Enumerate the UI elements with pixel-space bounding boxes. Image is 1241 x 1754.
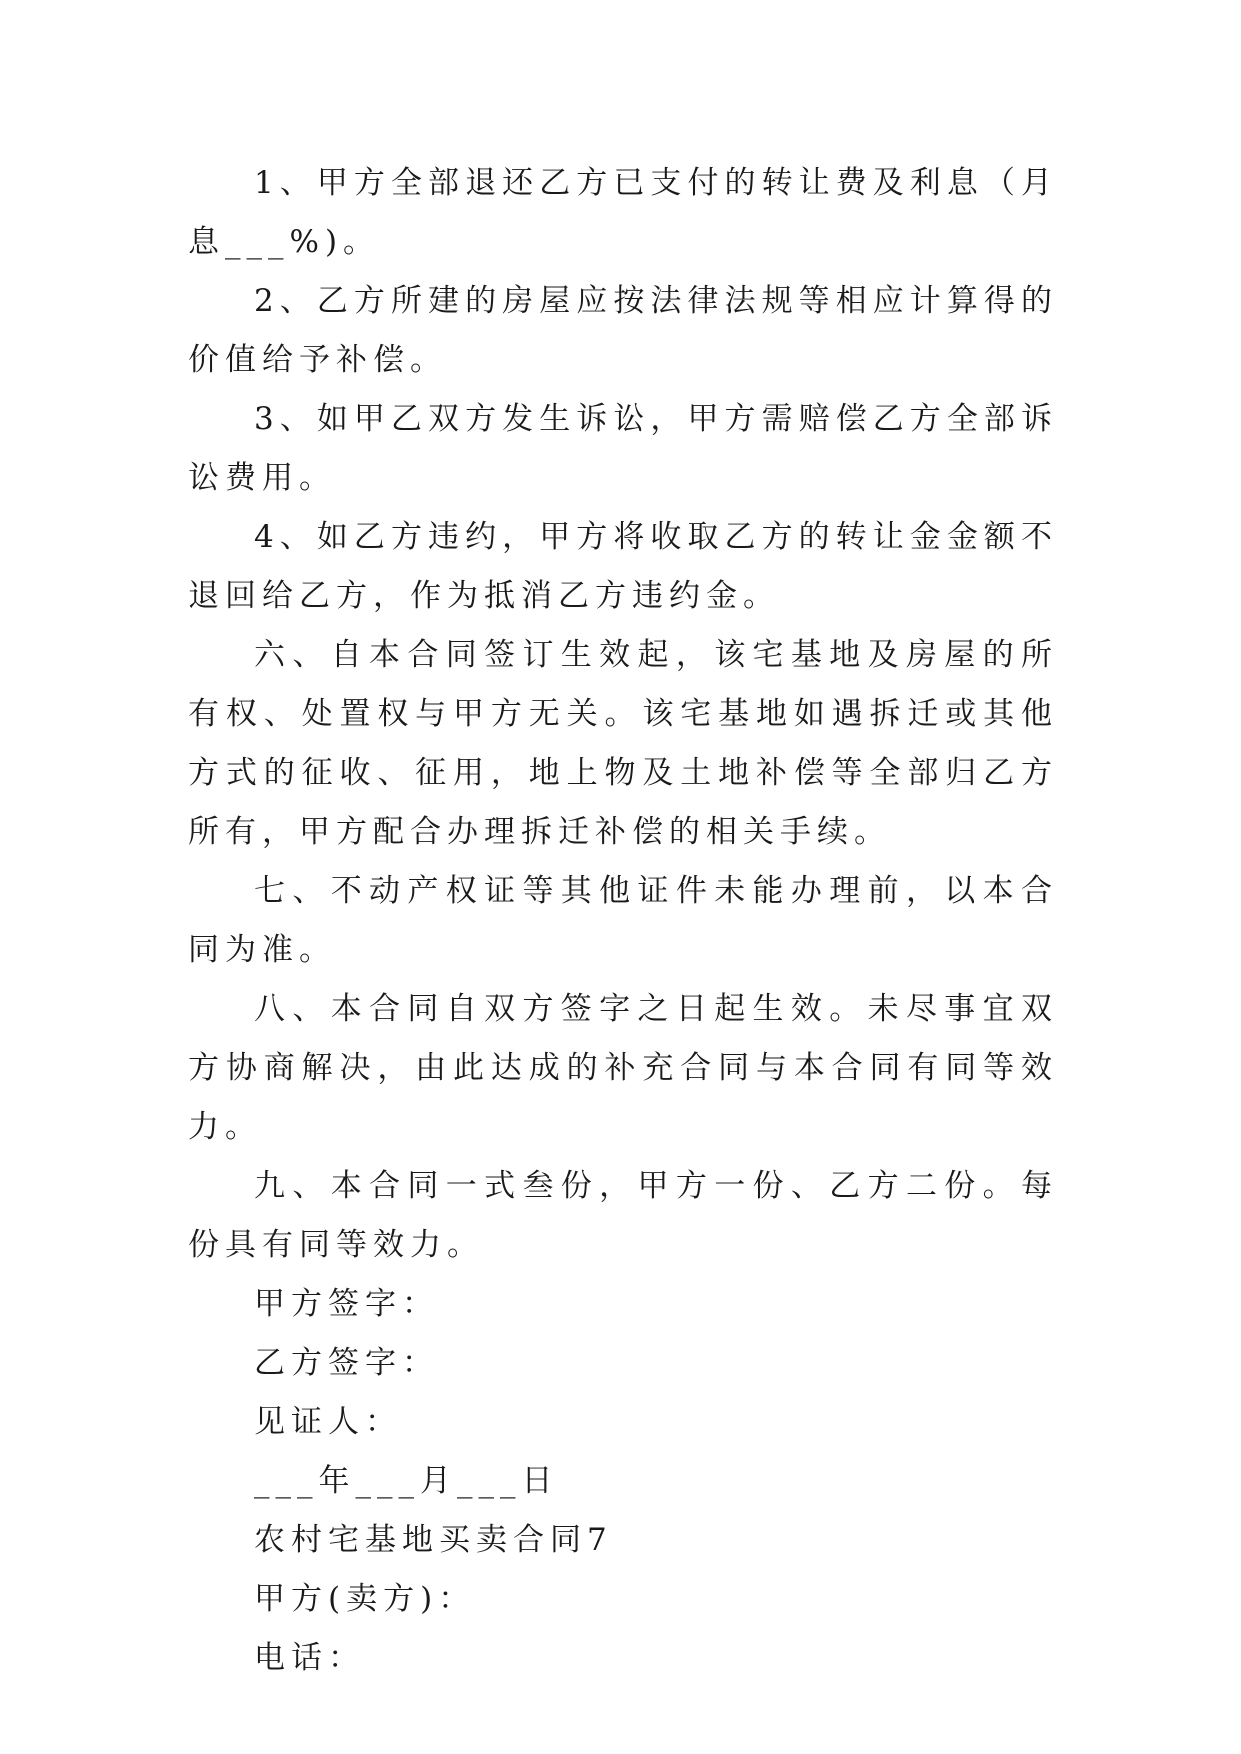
party-b-signature-label: 乙方签字： bbox=[254, 1345, 439, 1381]
clause-seven-paragraph: 七、不动产权证等其他证件未能办理前，以本合同为准。 bbox=[188, 873, 1058, 968]
phone-label: 电话： bbox=[254, 1640, 365, 1676]
clause-breach-paragraph: 4、如乙方违约，甲方将收取乙方的转让金金额不退回给乙方，作为抵消乙方违约金。 bbox=[188, 519, 1058, 614]
clause-nine-paragraph: 九、本合同一式叁份，甲方一份、乙方二份。每份具有同等效力。 bbox=[188, 1168, 1058, 1263]
clause-eight-paragraph: 八、本合同自双方签字之日起生效。未尽事宜双方协商解决，由此达成的补充合同与本合同有同等效力。 bbox=[188, 991, 1058, 1145]
clause-house-compensation-paragraph: 2、乙方所建的房屋应按法律法规等相应计算得的价值给予补偿。 bbox=[188, 283, 1058, 378]
party-a-signature-label: 甲方签字： bbox=[254, 1286, 439, 1322]
clause-litigation-paragraph: 3、如甲乙双方发生诉讼，甲方需赔偿乙方全部诉讼费用。 bbox=[188, 401, 1058, 496]
date-line: ___年___月___日 bbox=[254, 1463, 559, 1499]
document-body bbox=[188, 154, 1058, 1688]
witness-label: 见证人： bbox=[254, 1404, 402, 1440]
clause-six-paragraph: 六、自本合同签订生效起，该宅基地及房屋的所有权、处置权与甲方无关。该宅基地如遇拆迁或其他方式的征收、征用，地上物及土地补偿等全部归乙方所有，甲方配合办理拆迁补偿的相关手续。 bbox=[188, 637, 1058, 850]
party-a-seller-label: 甲方(卖方)： bbox=[254, 1581, 476, 1617]
next-contract-title: 农村宅基地买卖合同7 bbox=[254, 1522, 613, 1558]
clause-refund-paragraph: 1、甲方全部退还乙方已支付的转让费及利息（月息___%)。 bbox=[188, 165, 1058, 260]
